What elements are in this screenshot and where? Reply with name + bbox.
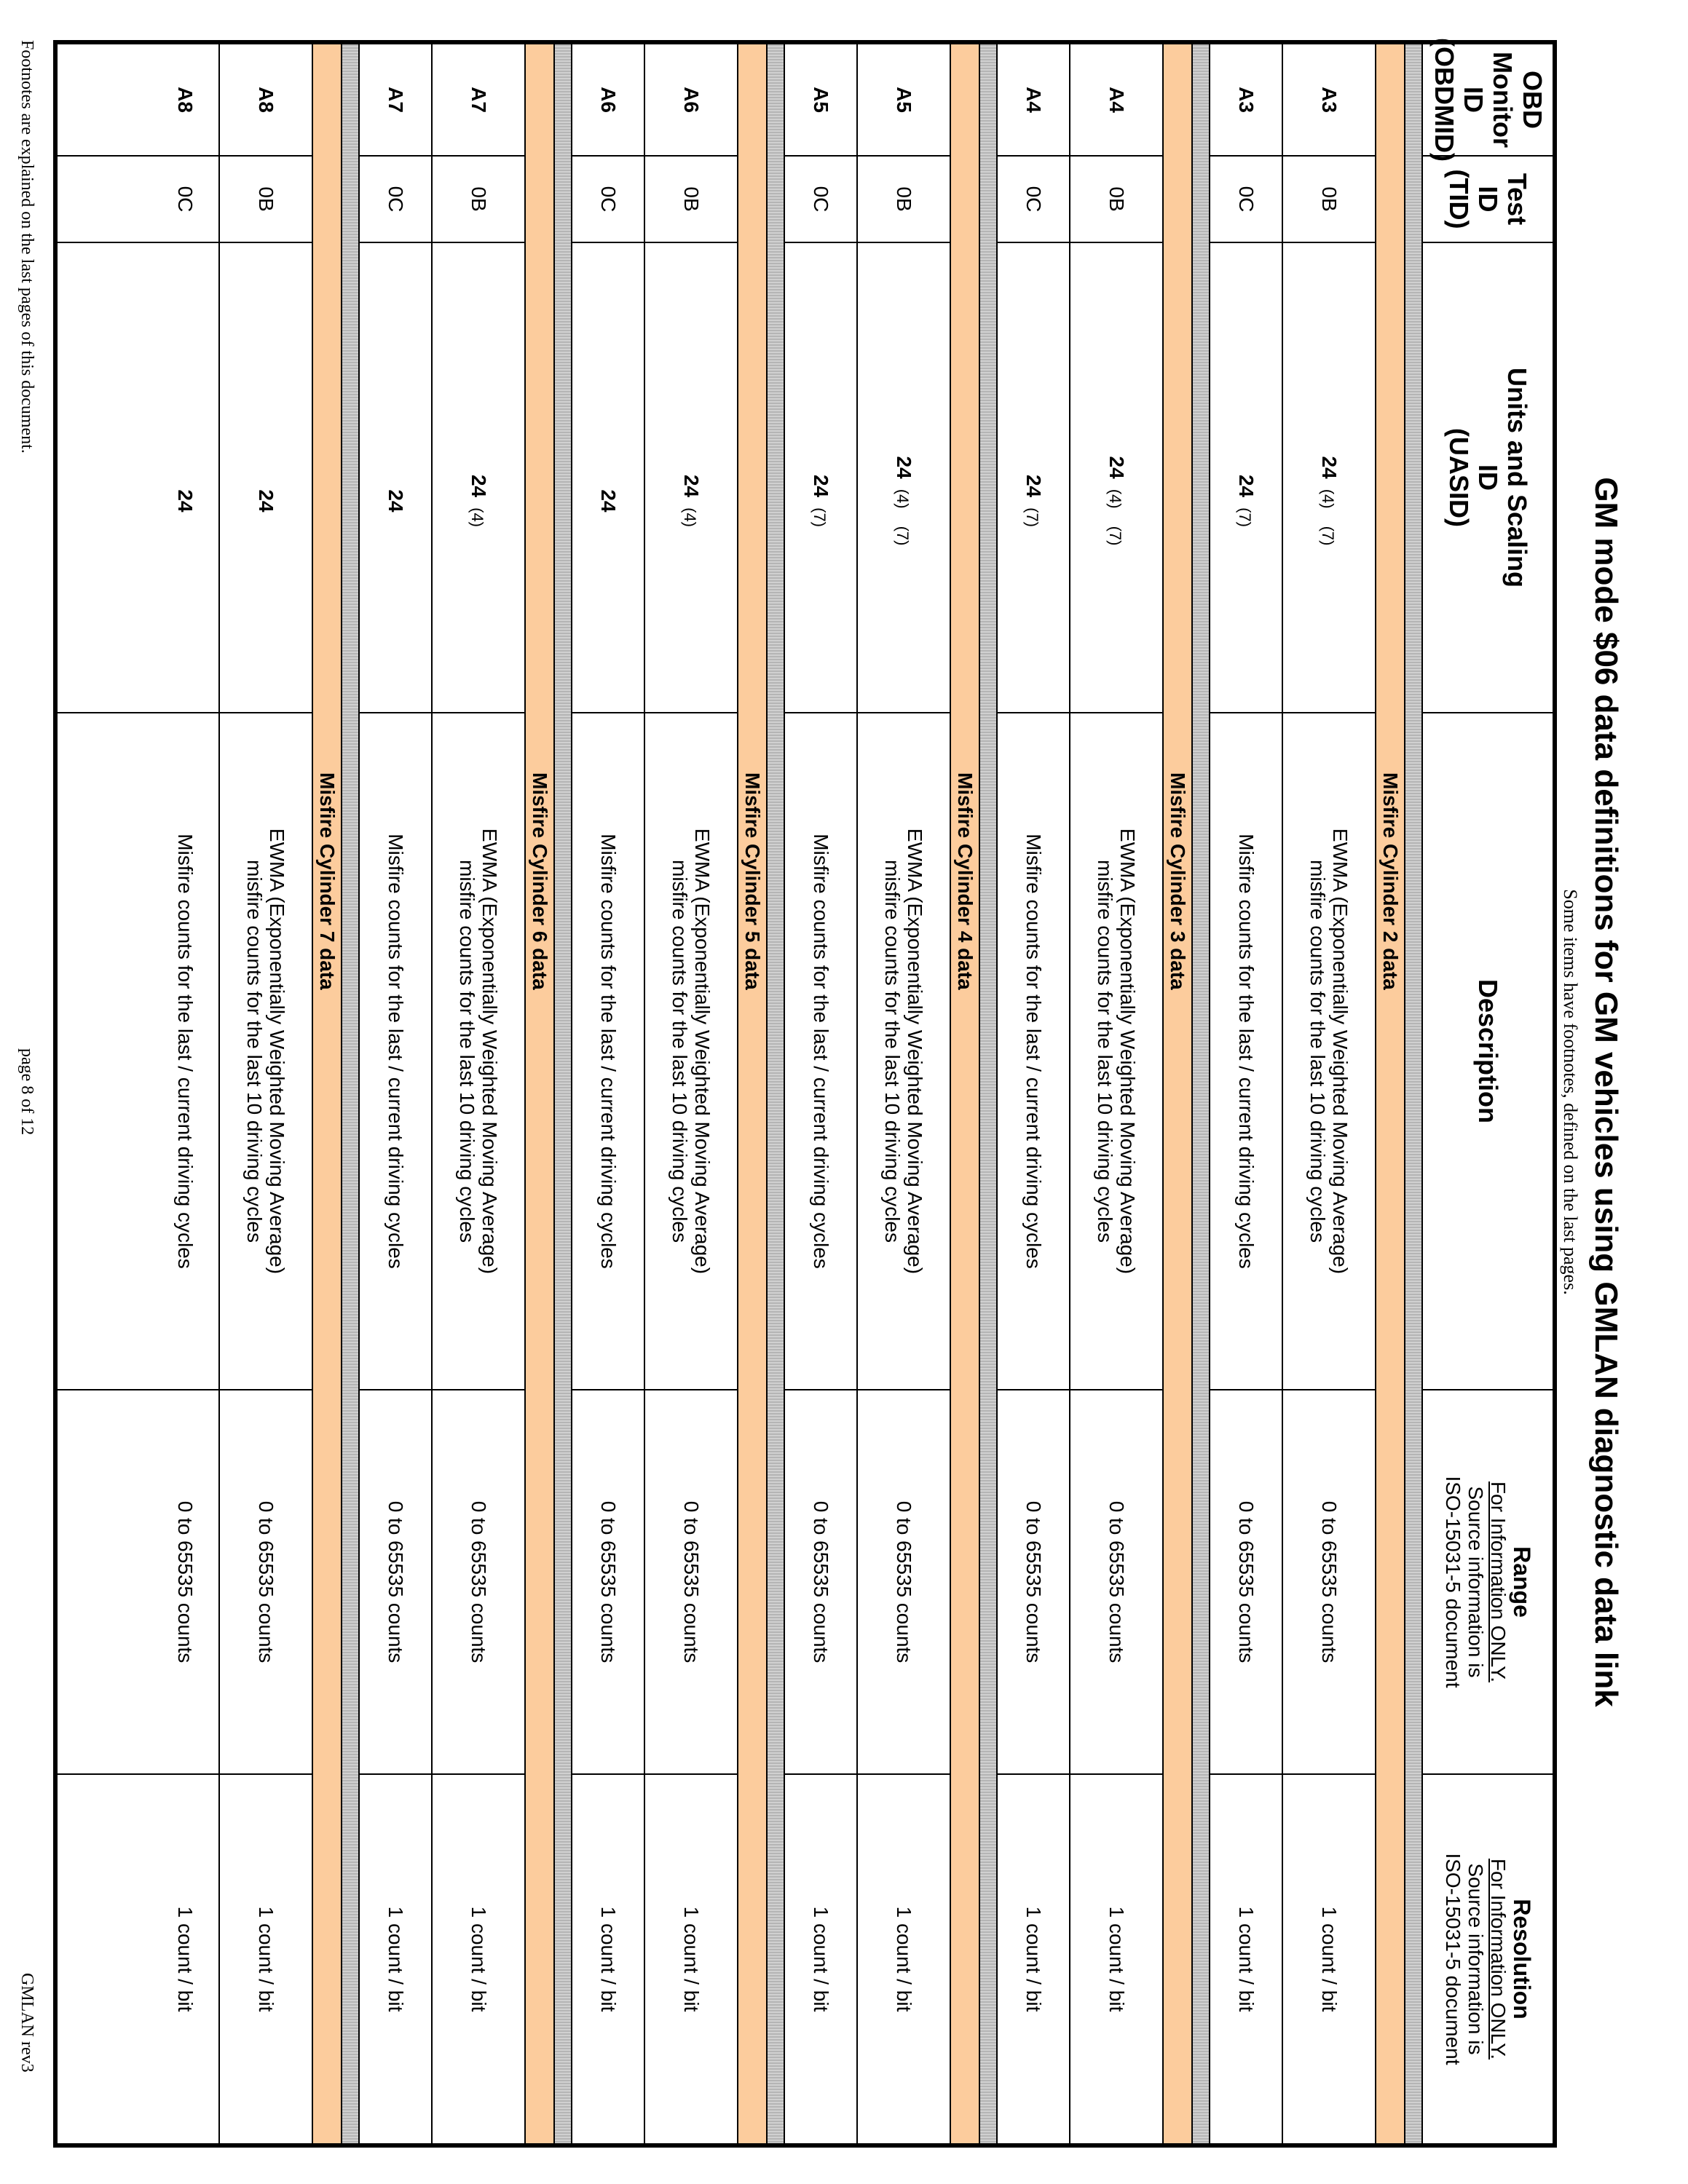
description-line1: EWMA (Exponentially Weighted Moving Average)	[691, 828, 714, 1275]
uasid-cell	[433, 242, 524, 712]
range-cell: 0 to 65535 counts	[220, 1389, 312, 1773]
footnote-ref: (4)	[1106, 488, 1124, 509]
header-uasid-line3: (UASID)	[1443, 428, 1474, 527]
obdmid-cell: A5	[810, 87, 832, 113]
uasid-cell	[1070, 242, 1162, 712]
uasid-value: 24	[1318, 456, 1341, 479]
footer-revision: GMLAN rev3	[17, 1973, 36, 2073]
range-cell: 0 to 65535 counts	[785, 1389, 856, 1773]
tid-cell: 0B	[1283, 155, 1375, 242]
header-tid-line2: ID	[1473, 186, 1504, 213]
description-cell	[858, 712, 950, 1389]
header-resolution-note: For Information ONLY.	[1486, 1859, 1510, 2060]
header-resolution-title: Resolution	[1508, 1899, 1535, 2019]
description-line2: misfire counts for the last 10 driving cycles	[456, 860, 478, 1243]
range-cell: 0 to 65535 counts	[645, 1389, 737, 1773]
description-line1: EWMA (Exponentially Weighted Moving Average)	[904, 828, 927, 1275]
footnote-ref: (4)	[681, 507, 699, 528]
range-cell: 0 to 65535 counts	[58, 1389, 218, 1773]
table-row	[998, 44, 1070, 2143]
obdmid-cell: A8	[174, 87, 197, 113]
header-uasid-line2: ID	[1473, 464, 1504, 491]
range-cell: 0 to 65535 counts	[360, 1389, 431, 1773]
obdmid-cell: A5	[893, 87, 915, 113]
uasid-cell	[785, 242, 856, 712]
footnote-ref: (7)	[894, 526, 912, 546]
footnote-ref: (7)	[1023, 507, 1041, 528]
table-row	[572, 44, 645, 2143]
resolution-cell: 1 count / bit	[220, 1773, 312, 2143]
description-cell: Misfire counts for the last / current driving cycles	[572, 712, 644, 1389]
header-uasid	[1423, 242, 1553, 712]
range-cell: 0 to 65535 counts	[858, 1389, 950, 1773]
tid-cell: 0B	[220, 155, 312, 242]
uasid-value: 24	[893, 456, 915, 479]
table-row	[220, 44, 313, 2143]
table-row	[645, 44, 738, 2143]
description-cell: Misfire counts for the last / current driving cycles	[785, 712, 856, 1389]
table-row	[1283, 44, 1376, 2143]
section-row	[1164, 44, 1193, 2143]
section-row	[1376, 44, 1405, 2143]
resolution-cell: 1 count / bit	[572, 1773, 644, 2143]
description-line1: EWMA (Exponentially Weighted Moving Average)	[478, 828, 502, 1275]
table-row	[433, 44, 526, 2143]
resolution-cell: 1 count / bit	[360, 1773, 431, 2143]
uasid-value: 24	[468, 474, 490, 498]
section-label: Misfire Cylinder 7 data	[316, 772, 339, 990]
separator-band	[980, 44, 998, 2143]
uasid-value: 24	[255, 489, 277, 513]
uasid-value: 24	[1105, 456, 1128, 479]
range-cell: 0 to 65535 counts	[572, 1389, 644, 1773]
uasid-cell	[360, 242, 431, 712]
resolution-cell: 1 count / bit	[785, 1773, 856, 2143]
header-row	[1423, 38, 1553, 2143]
separator-band	[768, 44, 785, 2143]
obdmid-cell: A6	[680, 87, 703, 113]
header-resolution-line2: Source information is	[1464, 1863, 1487, 2055]
header-obdmid	[1423, 38, 1553, 162]
definitions-table	[53, 40, 1557, 2148]
description-cell: Misfire counts for the last / current driving cycles	[360, 712, 431, 1389]
description-line2: misfire counts for the last 10 driving cycles	[1094, 860, 1116, 1243]
uasid-value: 24	[384, 489, 407, 513]
table-row	[1210, 44, 1283, 2143]
separator-band	[1405, 44, 1423, 2143]
section-row	[951, 44, 980, 2143]
footer-page-number: page 8 of 12	[17, 1048, 36, 1136]
description-cell: Misfire counts for the last / current driving cycles	[998, 712, 1069, 1389]
header-tid-line3: (TID)	[1443, 169, 1474, 229]
header-obdmid-line3: (OBDMID)	[1429, 38, 1459, 162]
header-tid-line1: Test	[1502, 173, 1533, 226]
uasid-cell	[1210, 242, 1282, 712]
uasid-cell	[572, 242, 644, 712]
footnote-ref: (4)	[894, 488, 912, 509]
uasid-value: 24	[174, 489, 197, 513]
resolution-cell: 1 count / bit	[858, 1773, 950, 2143]
description-line1: EWMA (Exponentially Weighted Moving Average)	[1329, 828, 1352, 1275]
uasid-cell	[645, 242, 737, 712]
obdmid-cell: A3	[1318, 87, 1341, 113]
header-resolution-line3: ISO-15031-5 document	[1442, 1853, 1465, 2065]
header-obdmid-line1: OBD Monitor	[1488, 52, 1547, 148]
description-line2: misfire counts for the last 10 driving cycles	[243, 860, 266, 1243]
header-obdmid-line2: ID	[1459, 87, 1488, 113]
header-range-line2: Source information is	[1464, 1486, 1487, 1678]
footnote-ref: (7)	[1236, 507, 1254, 528]
uasid-value: 24	[1022, 474, 1045, 498]
separator-band	[342, 44, 360, 2143]
uasid-cell	[1283, 242, 1375, 712]
uasid-cell	[858, 242, 950, 712]
header-resolution	[1423, 1773, 1553, 2143]
footnote-ref: (7)	[1106, 526, 1124, 546]
obdmid-cell: A4	[1022, 87, 1045, 113]
range-cell: 0 to 65535 counts	[998, 1389, 1069, 1773]
footnote-ref: (7)	[1319, 526, 1337, 546]
uasid-value: 24	[680, 474, 703, 498]
description-cell: Misfire counts for the last / current driving cycles	[1210, 712, 1282, 1389]
page-title: GM mode $06 data definitions for GM vehicles using GMLAN diagnostic data link	[1588, 477, 1624, 1707]
description-cell	[433, 712, 524, 1389]
header-range	[1423, 1389, 1553, 1773]
footnote-ref: (4)	[468, 507, 486, 528]
resolution-cell: 1 count / bit	[433, 1773, 524, 2143]
header-uasid-line1: Units and Scaling	[1502, 367, 1533, 588]
resolution-cell: 1 count / bit	[1070, 1773, 1162, 2143]
separator-band	[1193, 44, 1210, 2143]
range-cell: 0 to 65535 counts	[1210, 1389, 1282, 1773]
description-line2: misfire counts for the last 10 driving cycles	[881, 860, 904, 1243]
tid-cell: 0C	[1210, 155, 1282, 242]
obdmid-cell: A4	[1105, 87, 1128, 113]
separator-band	[555, 44, 572, 2143]
section-row	[313, 44, 342, 2143]
tid-cell: 0C	[785, 155, 856, 242]
header-range-note: For Information ONLY.	[1486, 1481, 1510, 1682]
table-row	[785, 44, 858, 2143]
page-subtitle: Some items have footnotes, defined on the last pages.	[1560, 889, 1581, 1295]
resolution-cell: 1 count / bit	[998, 1773, 1069, 2143]
tid-cell: 0C	[360, 155, 431, 242]
obdmid-cell: A7	[384, 87, 407, 113]
range-cell: 0 to 65535 counts	[1070, 1389, 1162, 1773]
tid-cell: 0C	[998, 155, 1069, 242]
section-label: Misfire Cylinder 5 data	[741, 772, 764, 990]
resolution-cell: 1 count / bit	[1210, 1773, 1282, 2143]
section-row	[526, 44, 555, 2143]
footnote-ref: (4)	[1319, 488, 1337, 509]
footer-footnote-note: Footnotes are explained on the last pages of this document.	[17, 40, 36, 454]
resolution-cell: 1 count / bit	[645, 1773, 737, 2143]
table-row	[858, 44, 951, 2143]
description-cell	[645, 712, 737, 1389]
description-cell	[1283, 712, 1375, 1389]
resolution-cell: 1 count / bit	[1283, 1773, 1375, 2143]
section-label: Misfire Cylinder 4 data	[954, 772, 977, 990]
footnote-ref: (7)	[811, 507, 829, 528]
resolution-cell: 1 count / bit	[58, 1773, 218, 2143]
description-line1: EWMA (Exponentially Weighted Moving Average)	[266, 828, 289, 1275]
tid-cell: 0C	[572, 155, 644, 242]
uasid-value: 24	[597, 489, 620, 513]
header-tid	[1423, 155, 1553, 242]
tid-cell: 0B	[1070, 155, 1162, 242]
table-row	[58, 44, 220, 2143]
table-row	[360, 44, 433, 2143]
tid-cell: 0C	[58, 155, 218, 242]
description-cell	[220, 712, 312, 1389]
section-label: Misfire Cylinder 3 data	[1167, 772, 1189, 990]
uasid-value: 24	[810, 474, 832, 498]
obdmid-cell: A8	[255, 87, 277, 113]
obdmid-cell: A7	[468, 87, 490, 113]
tid-cell: 0B	[858, 155, 950, 242]
table-row	[1070, 44, 1164, 2143]
header-description: Description	[1423, 712, 1553, 1389]
description-line1: EWMA (Exponentially Weighted Moving Average)	[1116, 828, 1140, 1275]
description-cell: Misfire counts for the last / current driving cycles	[58, 712, 218, 1389]
header-range-line3: ISO-15031-5 document	[1442, 1476, 1465, 1688]
section-label: Misfire Cylinder 6 data	[529, 772, 551, 990]
description-line2: misfire counts for the last 10 driving cycles	[669, 860, 691, 1243]
description-cell	[1070, 712, 1162, 1389]
uasid-cell	[220, 242, 312, 712]
range-cell: 0 to 65535 counts	[1283, 1389, 1375, 1773]
obdmid-cell: A6	[597, 87, 620, 113]
uasid-cell	[58, 242, 218, 712]
tid-cell: 0B	[645, 155, 737, 242]
section-row	[738, 44, 768, 2143]
uasid-cell	[998, 242, 1069, 712]
header-range-title: Range	[1508, 1546, 1535, 1618]
tid-cell: 0B	[433, 155, 524, 242]
description-line2: misfire counts for the last 10 driving cycles	[1306, 860, 1329, 1243]
uasid-value: 24	[1235, 474, 1258, 498]
obdmid-cell: A3	[1235, 87, 1258, 113]
range-cell: 0 to 65535 counts	[433, 1389, 524, 1773]
section-label: Misfire Cylinder 2 data	[1379, 772, 1402, 990]
